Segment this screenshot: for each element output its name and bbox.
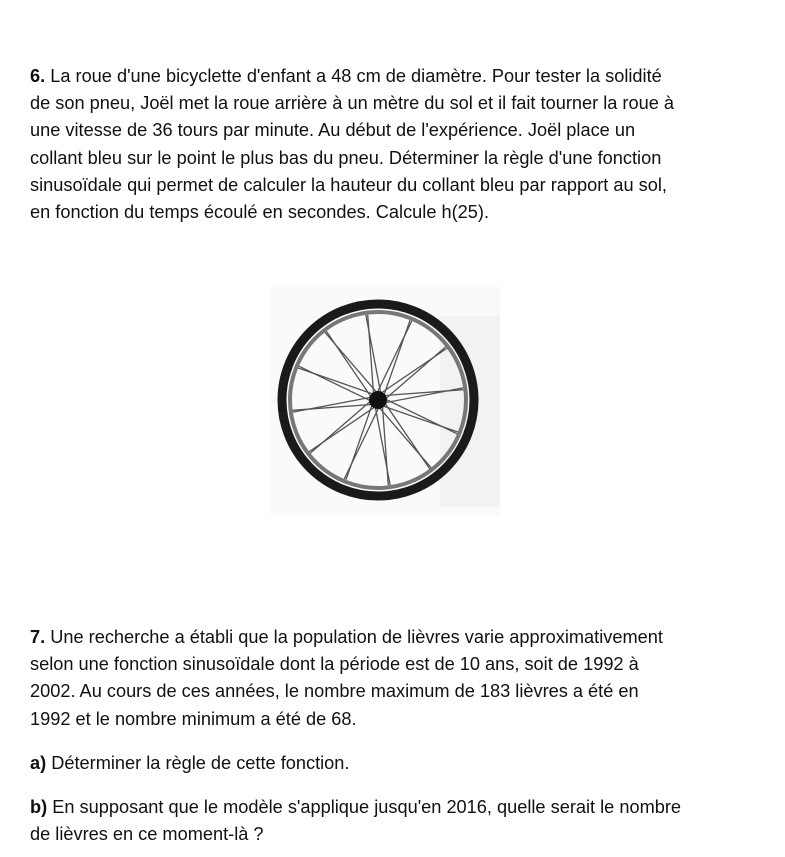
question-7b-label: b)	[30, 797, 48, 817]
question-7-line: selon une fonction sinusoïdale dont la période est de 10 ans, soit de 1992 à	[30, 654, 639, 675]
question-6	[30, 63, 775, 226]
question-7a-label: a)	[30, 753, 47, 773]
question-7b: b) En supposant que le modèle s'applique jusqu'en 2016, quelle serait le nombre de lièvres en ce moment-là ?	[30, 797, 682, 845]
bicycle-wheel-image	[270, 286, 500, 516]
question-7-line: 2002. Au cours de ces années, le nombre maximum de 183 lièvres a été en	[30, 681, 639, 702]
question-7-line: 1992 et le nombre minimum a été de 68.	[30, 708, 357, 729]
question-6-number: 6.	[30, 66, 46, 86]
question-6-line: collant bleu sur le point le plus bas du pneu. Déterminer la règle d'une fonction	[30, 147, 662, 168]
question-7-number: 7.	[30, 627, 46, 647]
question-6-line: sinusoïdale qui permet de calculer la hauteur du collant bleu par rapport au sol,	[30, 174, 667, 195]
question-6-line: une vitesse de 36 tours par minute. Au début de l'expérience. Joël place un	[30, 120, 636, 141]
wheel-hub	[369, 391, 387, 409]
question-6-line: de son pneu, Joël met la roue arrière à un mètre du sol et il fait tourner la roue à	[30, 93, 674, 114]
question-7	[30, 624, 775, 733]
question-7a: a) Déterminer la règle de cette fonction.	[30, 753, 350, 773]
question-6-line: en fonction du temps écoulé en secondes. Calcule h(25).	[30, 202, 490, 223]
question-7-line: 7. Une recherche a établi que la population de lièvres varie approximativement	[30, 627, 663, 647]
question-6-line: 6. La roue d'une bicyclette d'enfant a 48 cm de diamètre. Pour tester la solidité	[30, 66, 662, 86]
